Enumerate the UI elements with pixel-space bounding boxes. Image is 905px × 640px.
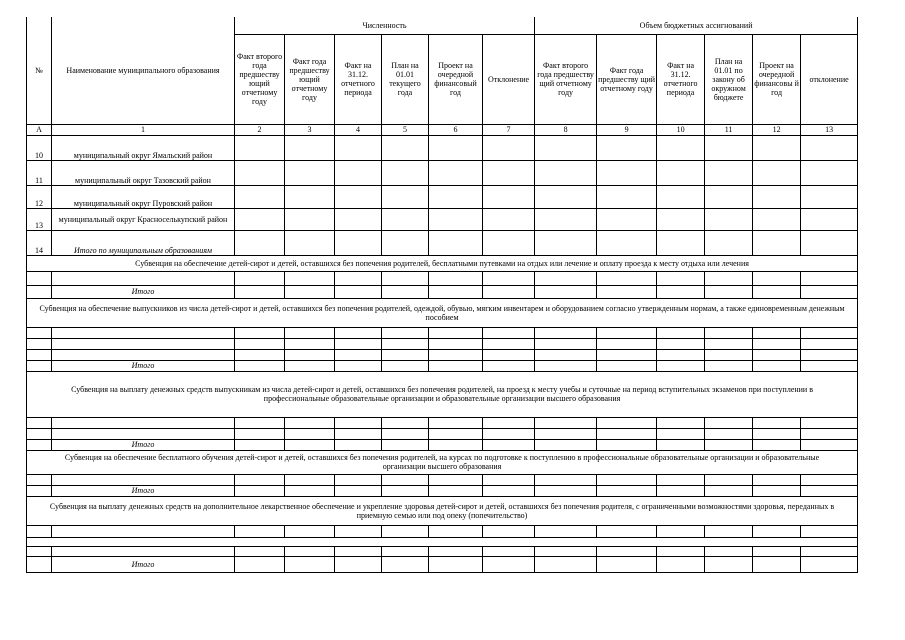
row-number: 13 <box>27 208 52 230</box>
col-number: 2 <box>235 124 285 135</box>
row-name: Итого по муниципальным образованиям <box>52 230 235 255</box>
col-header-budget-2: Факт года предшеству щий отчетному году <box>597 34 657 124</box>
section-title: Субвенция на обеспечение бесплатного обучения детей-сирот и детей, оставшихся без попечения родителей, на курсах по подготовке к поступлению в профессиональные образовательные организации и образовательные организации высшего образования <box>27 450 858 474</box>
row-name: муниципальный округ Пуровский район <box>52 185 235 208</box>
section-total-row <box>27 360 858 371</box>
section-total-label: Итого <box>52 556 235 572</box>
row-name: муниципальный округ Ямальский район <box>52 135 235 160</box>
row-name: муниципальный округ Тазовский район <box>52 160 235 185</box>
col-number: 6 <box>429 124 483 135</box>
table-row <box>27 135 858 160</box>
section-total-label: Итого <box>52 285 235 298</box>
row-name: муниципальный округ Красноселькупский район <box>52 208 235 230</box>
col-header-count-5: Проект на очередной финансовый год <box>429 34 483 124</box>
col-header-count-4: План на 01.01 текущего года <box>382 34 429 124</box>
table-row <box>27 160 858 185</box>
col-number: 5 <box>382 124 429 135</box>
col-number: 4 <box>335 124 382 135</box>
col-number: 7 <box>483 124 535 135</box>
group-header-count: Численность <box>235 17 535 34</box>
col-number: 3 <box>285 124 335 135</box>
budget-table <box>26 17 858 573</box>
group-header-budget: Объем бюджетных ассигнований <box>535 17 858 34</box>
col-header-budget-4: План на 01.01 по закону об окружном бюджете <box>705 34 753 124</box>
col-number: 12 <box>753 124 801 135</box>
col-header-budget-1: Факт второго года предшеству щий отчетному году <box>535 34 597 124</box>
col-header-budget-6: отклонение <box>801 34 858 124</box>
table-row <box>27 185 858 208</box>
col-header-budget-3: Факт на 31.12. отчетного периода <box>657 34 705 124</box>
section-total-label: Итого <box>52 485 235 496</box>
row-number: 12 <box>27 185 52 208</box>
section-title: Субвенция на обеспечение выпускников из числа детей-сирот и детей, оставшихся без попечения родителей, одеждой, обувью, мягким инвентарем и оборудованием согласно утвержденным нормам, а также единовременным денежным пособием <box>27 298 858 327</box>
section-total-row <box>27 485 858 496</box>
col-header-name: Наименование муниципального образования <box>52 17 235 124</box>
col-header-budget-5: Проект на очередной финансовы й год <box>753 34 801 124</box>
col-number: 8 <box>535 124 597 135</box>
section-total-row <box>27 556 858 572</box>
section-title: Субвенция на выплату денежных средств на дополнительное лекарственное обеспечение и укрепление здоровья детей-сирот и детей, оставшихся без попечения родителя, с ограниченными возможностями здоровья, переданных в приемную семью или под опеку (попечительство) <box>27 496 858 525</box>
row-number: 14 <box>27 230 52 255</box>
col-header-no: № <box>27 17 52 124</box>
col-number: А <box>27 124 52 135</box>
col-number: 9 <box>597 124 657 135</box>
table-row-total <box>27 230 858 255</box>
col-header-count-3: Факт на 31.12. отчетного периода <box>335 34 382 124</box>
col-header-count-1: Факт второго года предшеству ющий отчетному году <box>235 34 285 124</box>
section-total-label: Итого <box>52 360 235 371</box>
col-number: 11 <box>705 124 753 135</box>
row-number: 11 <box>27 160 52 185</box>
col-number: 13 <box>801 124 858 135</box>
col-number: 1 <box>52 124 235 135</box>
section-total-row <box>27 439 858 450</box>
section-total-row <box>27 285 858 298</box>
section-total-label: Итого <box>52 439 235 450</box>
column-number-row <box>27 124 858 135</box>
row-number: 10 <box>27 135 52 160</box>
col-number: 10 <box>657 124 705 135</box>
section-title: Субвенция на обеспечение детей-сирот и детей, оставшихся без попечения родителей, бесплатными путевками на отдых или лечение и оплату проезда к месту отдыха или лечения <box>27 255 858 271</box>
table-row <box>27 208 858 230</box>
col-header-count-6: Отклонение <box>483 34 535 124</box>
section-title: Субвенция на выплату денежных средств выпускникам из числа детей-сирот и детей, оставшихся без попечения родителей, на проезд к месту учебы и суточные на период вступительных экзаменов при поступлении в профессиональные образовательные организации и образовательные организации высшего образования <box>27 371 858 417</box>
col-header-count-2: Факт года предшеству ющий отчетному году <box>285 34 335 124</box>
